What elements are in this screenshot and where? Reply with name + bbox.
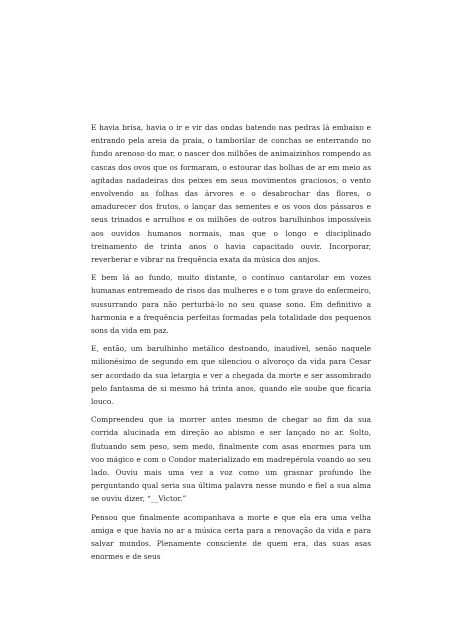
body-text (91, 121, 371, 569)
paragraph: E havia brisa, havia o ir e vir das ondas batendo nas pedras lá embaixo e entrando pela areia da praia, o tamborilar de conchas se enterrando no fundo arenoso do mar, o nascer dos milhões de animaizinhos rompendo as cascas dos ovos que os formaram, o estourar das bolhas de ar em meio as agitadas nadadeiras dos peixes em seus movimentos graciosos, o vento envolvendo as folhas das árvores e o desabrochar das flores, o amadurecer dos frutos, o lançar das sementes e os voos dos pássaros e seus trinados e arrulhos e os milhões de outros barulhinhos impossíveis aos ouvidos humanos normais, mas que o longo e disciplinado treinamento de trinta anos o havia capacitado ouvir. Incorporar, reverberar e vibrar na frequência exata da música dos anjos. (91, 123, 371, 265)
paragraph: E, então, um barulhinho metálico destoando, inaudível, senão naquele milionésimo de segundo em que silenciou o alvoroço da vida para Cesar ser acordado da sua letargia e ver a chegada da morte e ser assombrado pelo fantasma de si mesmo há trinta anos, quando ele soube que ficaria louco. (91, 344, 371, 407)
paragraph: Pensou que finalmente acompanhava a morte e que ela era uma velha amiga e que havia no ar a música certa para a renovação da vida e para salvar mundos. Plenamente consciente de quem era, das suas asas enormes e de seus (91, 512, 371, 562)
paragraph: Compreendeu que ia morrer antes mesmo de chegar ao fim da sua corrida alucinada em direção ao abismo e ser lançado no ar. Solto, flutuando sem peso, sem medo, finalmente com asas enormes para um voo mágico e com o Condor materializado em madrepérola voando ao seu lado. Ouviu mais uma vez a voz como um grasnar profundo lhe perguntando qual seria sua última palavra nesse mundo e fiel a sua alma se ouviu dizer, “__Victor.” (91, 415, 371, 504)
paragraph: E bem lá ao fundo, muito distante, o contínuo cantarolar em vozes humanas entremeado de risos das mulheres e o tom grave do enfermeiro, sussurrando para não perturbá-lo no seu quase sono. Em definitivo a harmonia e a frequência perfeitas formadas pela totalidade dos pequenos sons da vida em paz. (91, 273, 371, 336)
